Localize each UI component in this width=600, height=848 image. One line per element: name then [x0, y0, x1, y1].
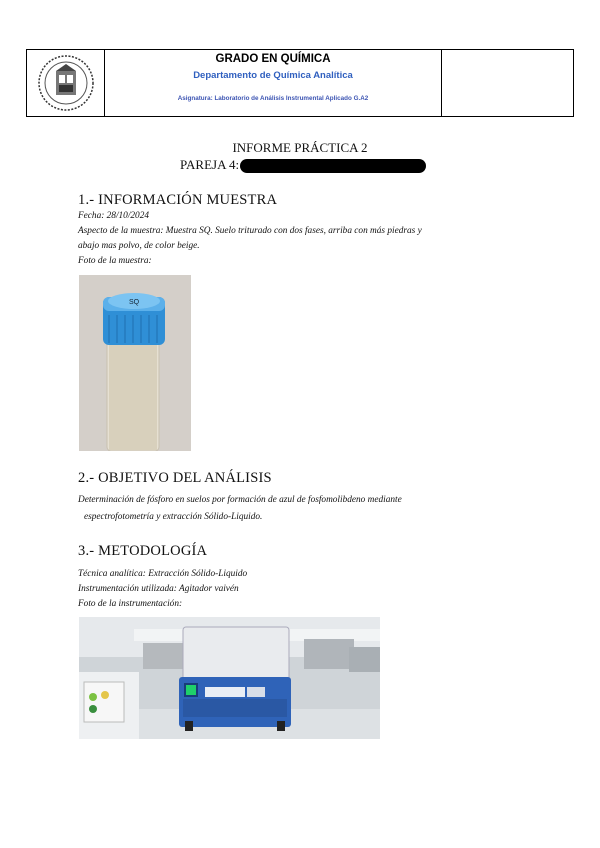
pair-line [180, 157, 426, 173]
instrument-text: Instrumentación utilizada: Agitador vaivén [78, 584, 239, 594]
section-3-heading: 3.- METODOLOGÍA [78, 543, 208, 559]
section-1-heading: 1.- INFORMACIÓN MUESTRA [78, 192, 278, 208]
university-seal-icon [36, 53, 96, 113]
sample-date: Fecha: 28/10/2024 [78, 211, 150, 221]
section-2-heading: 2.- OBJETIVO DEL ANÁLISIS [78, 470, 272, 486]
instrument-photo-label: Foto de la instrumentación: [78, 599, 183, 609]
subject-name: Asignatura: Laboratorio de Análisis Instrumental Aplicado G.A2 [177, 95, 369, 102]
document-header [26, 49, 574, 117]
objective-line-1: Determinación de fósforo en suelos por formación de azul de fosfomolibdeno mediante [78, 495, 402, 505]
sample-aspect-line-1: Aspecto de la muestra: Muestra SQ. Suelo triturado con dos fases, arriba con más piedras y [78, 226, 422, 236]
header-text-cell [105, 50, 442, 116]
cap-label: SQ [128, 299, 140, 306]
report-title: INFORME PRÁCTICA 2 [232, 140, 368, 155]
sample-aspect-line-2: abajo mas polvo, de color beige. [78, 241, 200, 251]
redaction-mark [240, 159, 426, 173]
objective-line-2: espectrofotometría y extracción Sólido-Liquido. [84, 512, 263, 522]
technique-text: Técnica analítica: Extracción Sólido-Liquido [78, 569, 248, 579]
degree-title: GRADO EN QUÍMICA [215, 53, 331, 65]
instrument-photo [79, 617, 380, 739]
sample-photo-label: Foto de la muestra: [78, 256, 152, 266]
university-logo [27, 50, 105, 116]
department-name: Departamento de Química Analítica [193, 70, 353, 81]
header-empty-cell [442, 50, 573, 116]
sample-photo [79, 275, 191, 451]
pair-label: PAREJA 4: [180, 157, 240, 172]
